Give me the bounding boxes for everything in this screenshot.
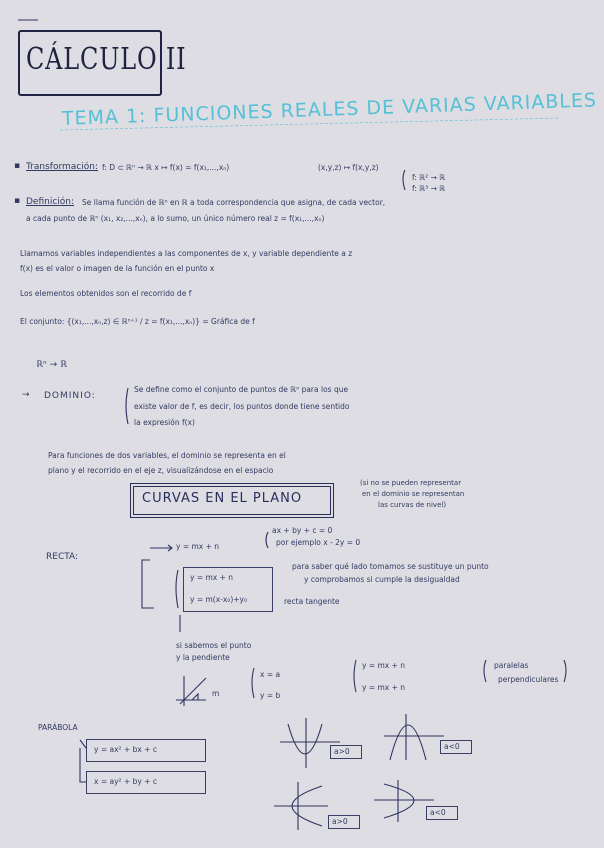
paragraph-a: Para funciones de dos variables, el dominio se representa en el xyxy=(48,451,286,460)
grafico-brace-2 xyxy=(354,660,356,692)
definicion-text-b: a cada punto de ℝⁿ (x₁, x₂,...,xₙ), a lo sumo, un único número real z = f(x₁,...,xₙ) xyxy=(26,214,325,223)
recta-b-note: por ejemplo x - 2y = 0 xyxy=(276,538,361,547)
topic-underline xyxy=(60,118,560,130)
parabola-d: a<0 xyxy=(444,742,460,751)
parabola-a: y = ax² + bx + c xyxy=(94,745,157,754)
grafico-b: y la pendiente xyxy=(176,653,230,662)
slope-triangle xyxy=(192,694,198,700)
transformacion-label: Transformación: xyxy=(26,162,98,172)
parabola-f: a<0 xyxy=(430,808,446,817)
parabola-label: PARÁBOLA xyxy=(38,723,78,732)
variables-text: Llamamos variables independientes a las componentes de x, y variable dependiente a z xyxy=(20,249,353,258)
grafico-g: paralelas xyxy=(494,661,529,670)
recta-c: y = mx + n xyxy=(190,573,234,582)
definicion-text: Se llama función de ℝⁿ en ℝ a toda correspondencia que asigna, de cada vector, xyxy=(82,198,386,207)
grafico-brace-1 xyxy=(252,668,254,698)
parabola-right xyxy=(384,784,414,818)
parabola-branch xyxy=(80,748,86,782)
grafica-text: El conjunto: {(x₁,...,xₙ,z) ∈ ℝⁿ⁺¹ / z = f(x₁,...,xₙ)} = Gráfica de f xyxy=(20,317,255,326)
grafico-f: y = mx + n xyxy=(362,683,406,692)
transformacion-right-c: f: ℝ³ → ℝ xyxy=(412,184,446,193)
dominio-text-b: existe valor de f, es decir, los puntos donde tiene sentido xyxy=(134,402,350,411)
recta-brace-b xyxy=(266,532,268,548)
curvas-note-c: las curvas de nivel) xyxy=(378,501,447,509)
transformacion-right-b: f: ℝ² → ℝ xyxy=(412,173,446,182)
grafico-c: x = a xyxy=(260,670,281,679)
recorrido-text: Los elementos obtenidos son el recorrido de f xyxy=(20,289,192,298)
bullet: ▪ xyxy=(14,196,21,206)
parabola-e: a>0 xyxy=(332,817,348,826)
dominio-text-c: la expresión f(x) xyxy=(134,418,195,427)
grafico-a: si sabemos el punto xyxy=(176,641,252,650)
paragraph-b: plano y el recorrido en el eje z, visualizándose en el espacio xyxy=(48,466,274,475)
grafico-m: m xyxy=(212,689,220,698)
topic-heading: TEMA 1: FUNCIONES REALES DE VARIAS VARIABLES xyxy=(61,89,598,130)
curvas-label: CURVAS EN EL PLANO xyxy=(142,491,303,506)
dominio-label: DOMINIO: xyxy=(44,391,96,401)
parabola-up xyxy=(288,724,322,754)
brace-dominio xyxy=(126,388,128,424)
dominio-text-a: Se define como el conjunto de puntos de ℝⁿ para los que xyxy=(134,385,349,394)
recta-c-note-a: para saber qué lado tomamos se sustituye un punto xyxy=(292,562,489,571)
valor-text: f(x) es el valor o imagen de la función en el punto x xyxy=(20,264,215,273)
recta-a: y = mx + n xyxy=(176,542,220,551)
recta-b: ax + by + c = 0 xyxy=(272,526,333,535)
recta-d: y = m(x-x₀)+y₀ xyxy=(190,595,247,604)
rn-to-r: ℝⁿ → ℝ xyxy=(36,360,68,370)
curvas-note-a: (si no se pueden representar xyxy=(360,479,462,487)
grafico-brace-3 xyxy=(484,660,486,682)
brace-1 xyxy=(403,170,405,190)
parabola-branch-top xyxy=(80,740,86,748)
recta-brace-c xyxy=(176,570,178,608)
definicion-label: Definición: xyxy=(26,197,75,207)
recta-c-note-b: y comprobamos si cumple la desigualdad xyxy=(304,575,460,584)
recta-branch xyxy=(142,560,154,608)
parabola-c: a>0 xyxy=(334,747,350,756)
arrow-icon: → xyxy=(22,390,30,400)
recta-label: RECTA: xyxy=(46,552,79,562)
transformacion-right-a: (x,y,z) ↦ f(x,y,z) xyxy=(318,163,379,172)
grafico-brace-4 xyxy=(564,660,566,682)
page-title: CÁLCULO II xyxy=(26,42,187,77)
grafico-h: perpendiculares xyxy=(498,675,559,684)
curvas-note-b: en el dominio se representan xyxy=(362,490,465,498)
parabola-b: x = ay² + by + c xyxy=(94,777,157,786)
recta-d-note: recta tangente xyxy=(284,597,340,606)
parabola-down xyxy=(390,725,426,760)
bullet: ▪ xyxy=(14,161,21,171)
grafico-d: y = b xyxy=(260,691,281,700)
transformacion-text: f: D ⊂ ℝⁿ → ℝ x ↦ f(x) = f(x₁,...,xₙ) xyxy=(102,163,230,172)
grafico-e: y = mx + n xyxy=(362,661,406,670)
